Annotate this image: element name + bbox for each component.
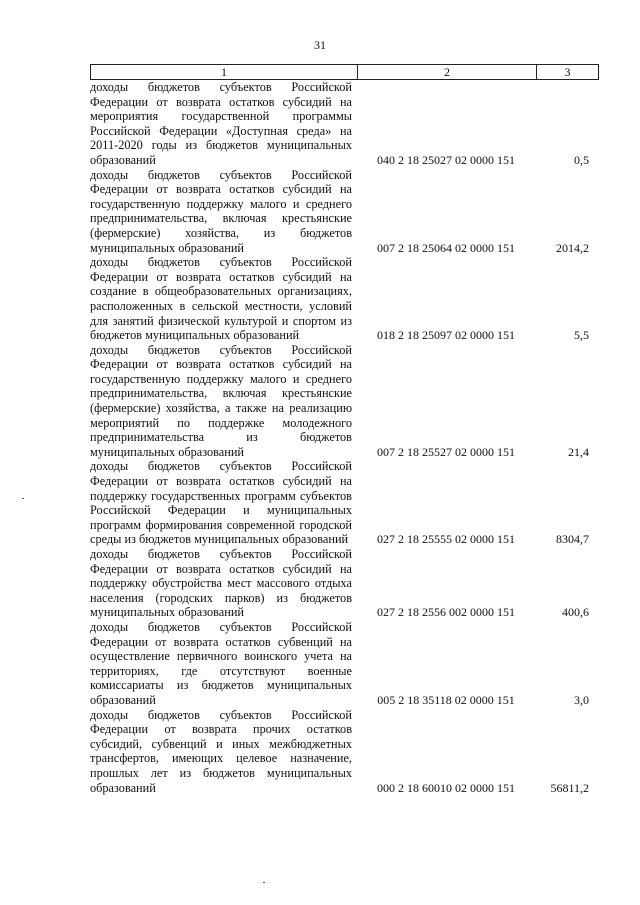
column-header-2: 2 — [358, 65, 537, 79]
row-description: доходы бюджетов субъектов Российской Федерации от возврата прочих остатков субсидий, субвенций и иных межбюджетных трансфертов, имеющих целевое назначение, прошлых лет из бюджетов муниципальных образований — [90, 707, 352, 795]
table-row — [90, 547, 599, 620]
table-header — [90, 64, 599, 80]
row-code: 018 2 18 25097 02 0000 151 — [377, 328, 515, 343]
row-code: 027 2 18 2556 002 0000 151 — [377, 605, 515, 620]
table-body — [90, 80, 599, 795]
table-row — [90, 620, 599, 708]
row-description: доходы бюджетов субъектов Российской Федерации от возврата остатков субсидий на мероприятия государственной программы Российской Федерации «Доступная среда» на 2011-2020 годы из бюджетов муниципальных образований — [90, 80, 352, 167]
row-amount: 2014,2 — [556, 240, 589, 255]
table-row — [90, 168, 599, 256]
row-code: 005 2 18 35118 02 0000 151 — [377, 692, 515, 707]
row-amount: 8304,7 — [556, 532, 589, 547]
row-description: доходы бюджетов субъектов Российской Федерации от возврата остатков субсидий на поддержку обустройства мест массового отдыха населения (городских парков) из бюджетов муниципальных образований — [90, 547, 352, 620]
row-description: доходы бюджетов субъектов Российской Федерации от возврата остатков субсидий на поддержку государственных программ субъектов Российской Федерации и муниципальных программ формирования современной городской среды из бюджетов муниципальных образований — [90, 459, 352, 547]
row-amount: 5,5 — [574, 328, 589, 343]
row-amount: 0,5 — [574, 152, 589, 167]
row-description: доходы бюджетов субъектов Российской Федерации от возврата остатков субсидий на создание в общеобразовательных организациях, расположенных в сельской местности, условий для занятий физической культурой и спортом из бюджетов муниципальных образований — [90, 255, 352, 343]
row-amount: 400,6 — [562, 605, 589, 620]
row-code: 040 2 18 25027 02 0000 151 — [377, 152, 515, 167]
column-header-3: 3 — [564, 65, 571, 79]
column-header-1: 1 — [91, 65, 358, 79]
row-code: 027 2 18 25555 02 0000 151 — [377, 532, 515, 547]
row-description: доходы бюджетов субъектов Российской Федерации от возврата остатков субсидий на государственную поддержку малого и среднего предпринимательства, включая крестьянские (фермерские) хозяйства, из бюджетов муниципальных образований — [90, 167, 352, 255]
scan-speck — [22, 498, 24, 499]
table-row — [90, 708, 599, 796]
table-row — [90, 459, 599, 547]
row-description: доходы бюджетов субъектов Российской Федерации от возврата остатков субвенций на осуществление первичного воинского учета на территориях, где отсутствуют военные комиссариаты из бюджетов муниципальных образований — [90, 619, 352, 707]
scan-speck — [263, 882, 265, 883]
row-amount: 21,4 — [568, 444, 589, 459]
row-code: 007 2 18 25527 02 0000 151 — [377, 444, 515, 459]
row-code: 000 2 18 60010 02 0000 151 — [377, 780, 515, 795]
table-row — [90, 343, 599, 460]
row-code: 007 2 18 25064 02 0000 151 — [377, 240, 515, 255]
row-description: доходы бюджетов субъектов Российской Федерации от возврата остатков субсидий на государственную поддержку малого и среднего предпринимательства, включая крестьянские (фермерские) хозяйства, а также на реализацию мероприятий по поддержке молодежного предпринимательства из бюджетов муниципальных образований — [90, 342, 352, 459]
page-number: 31 — [314, 38, 326, 52]
table-row — [90, 80, 599, 168]
table-row — [90, 255, 599, 343]
row-amount: 3,0 — [574, 692, 589, 707]
row-amount: 56811,2 — [550, 780, 589, 795]
